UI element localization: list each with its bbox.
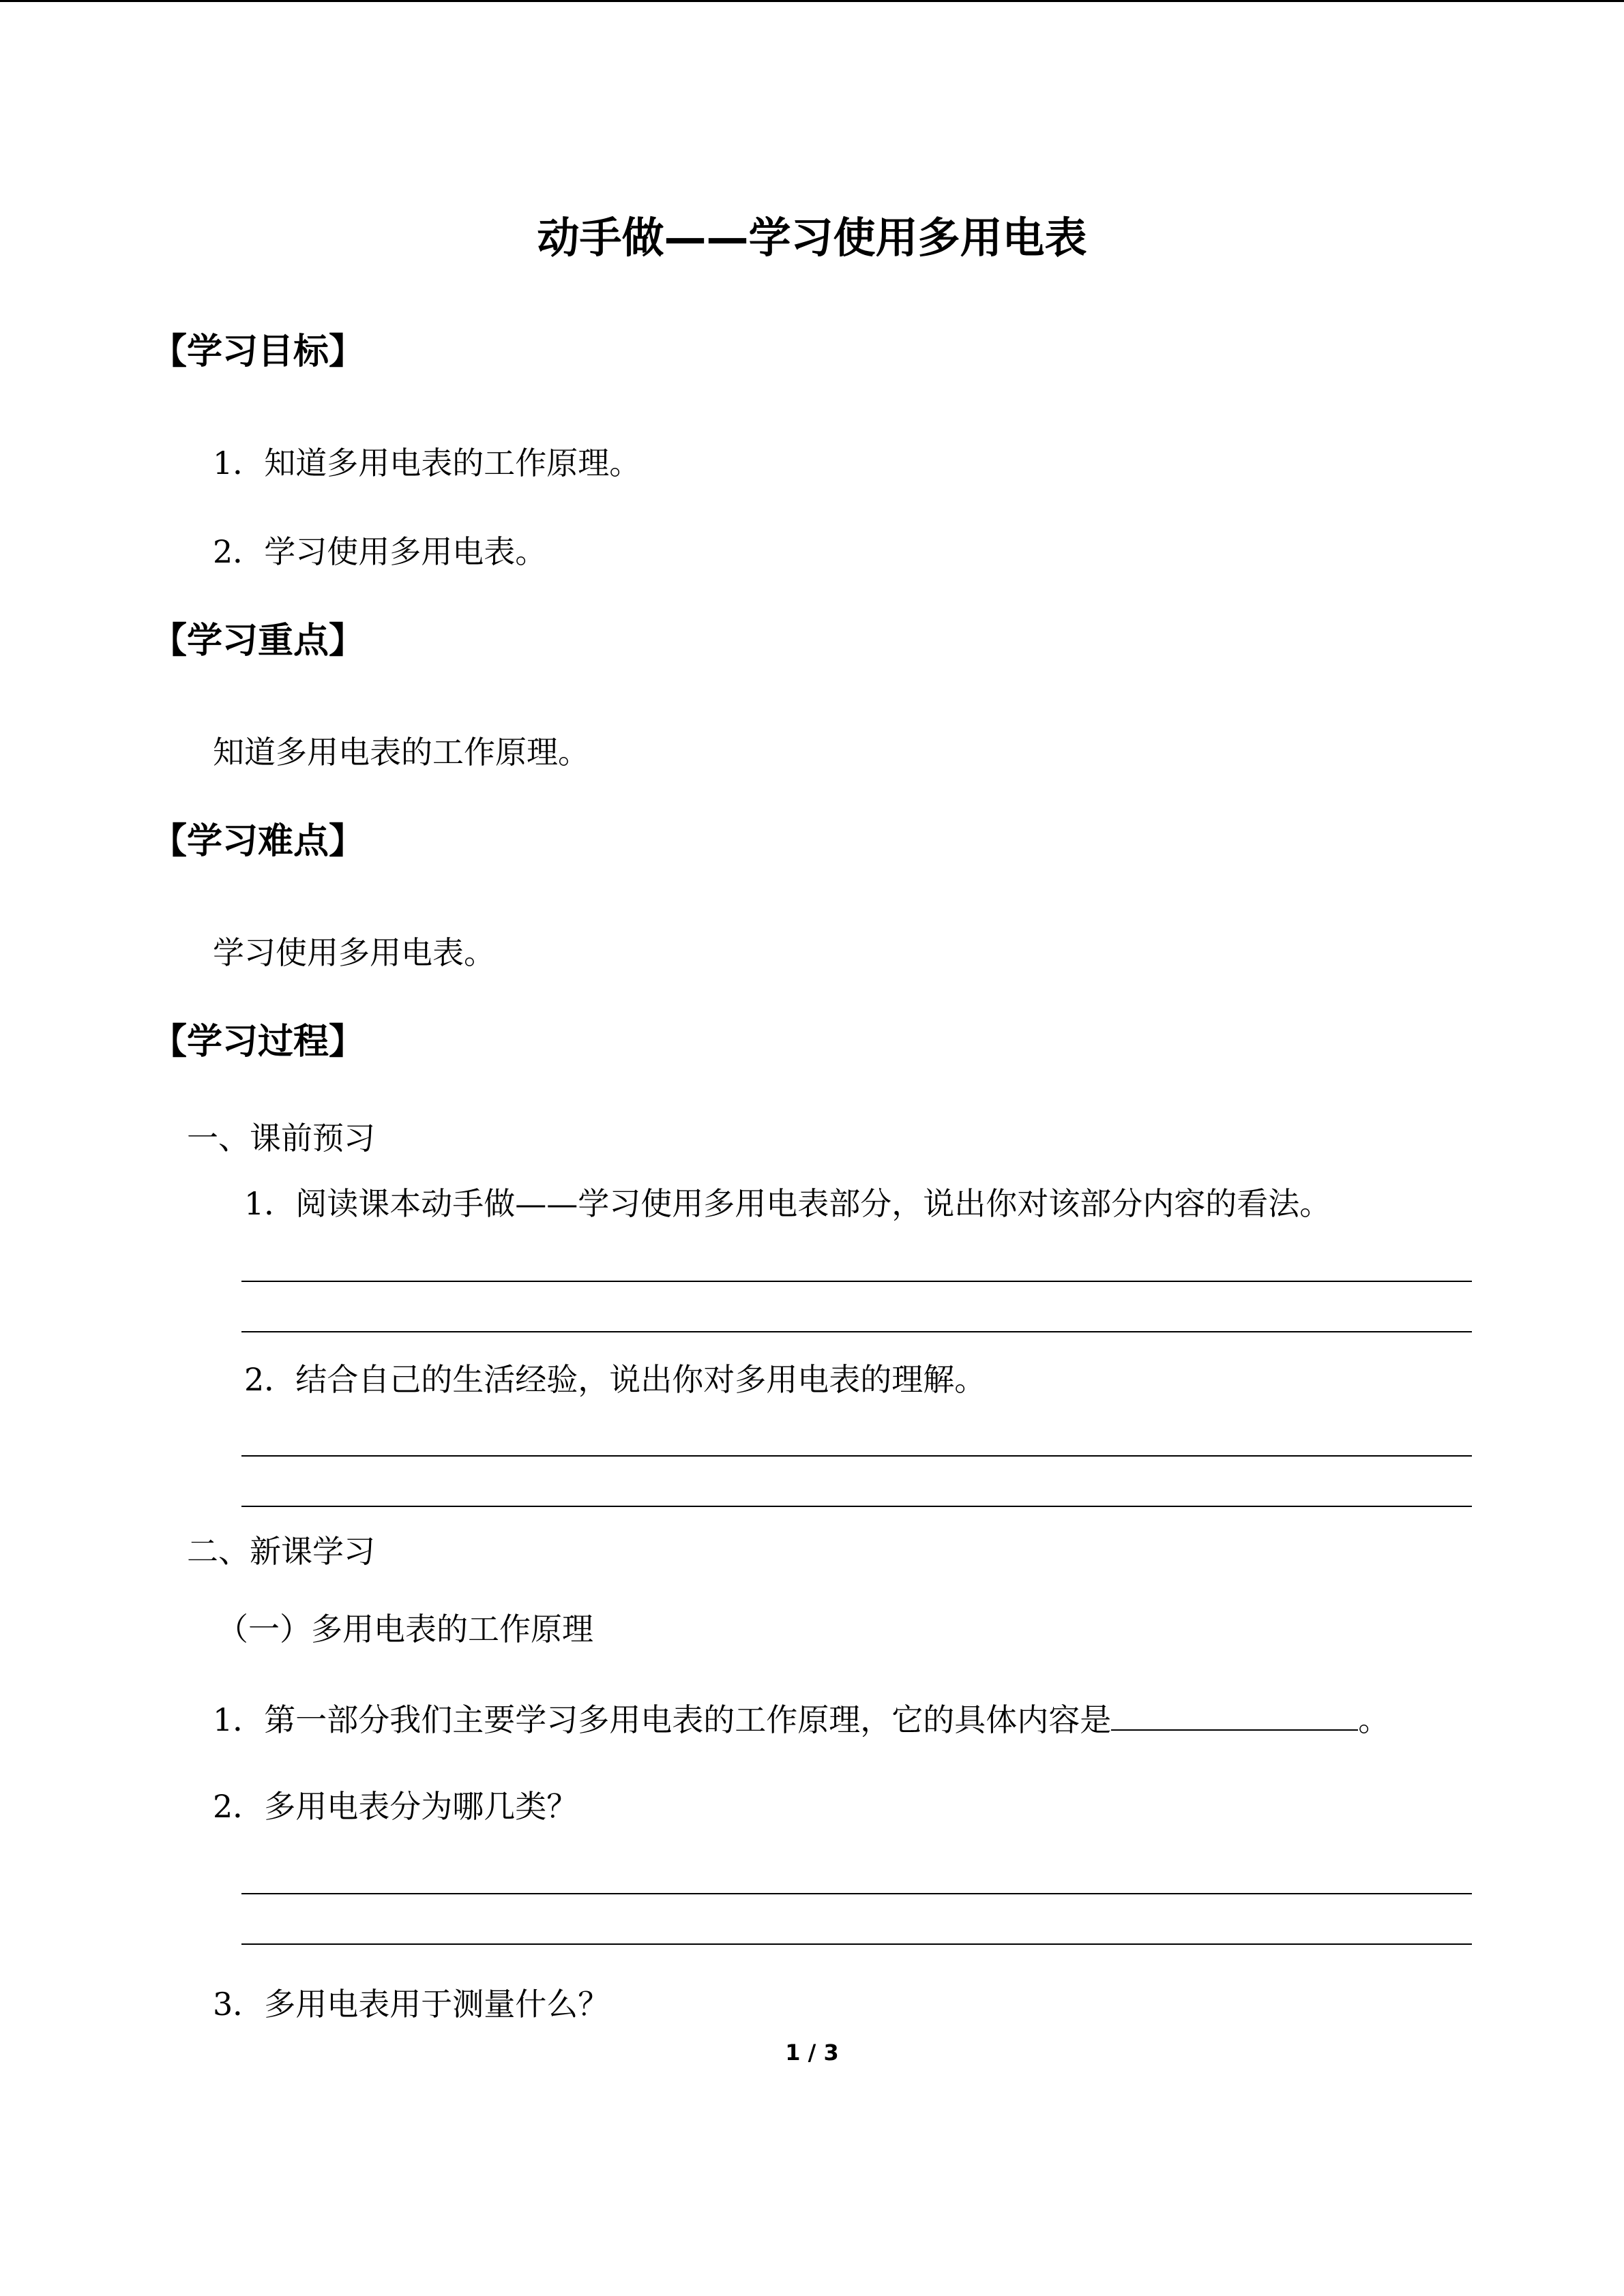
goal-item-1: 1．知道多用电表的工作原理。 <box>213 445 641 481</box>
question-1-text: 1．第一部分我们主要学习多用电表的工作原理，它的具体内容是 <box>213 1701 1112 1738</box>
page-number: 1 / 3 <box>785 2040 839 2066</box>
question-1-end: 。 <box>1358 1701 1390 1738</box>
answer-line[interactable] <box>241 1281 1472 1282</box>
new-lesson-question-2: 2．多用电表分为哪几类？ <box>213 1788 578 1825</box>
new-lesson-question-1 <box>213 1701 1390 1738</box>
document-title: 动手做——学习使用多用电表 <box>537 213 1087 263</box>
difficulty-heading: 【学习难点】 <box>151 821 365 862</box>
answer-line[interactable] <box>241 1893 1472 1894</box>
new-lesson-heading: 二、新课学习 <box>187 1533 375 1570</box>
new-lesson-subheading: （一）多用电表的工作原理 <box>217 1611 593 1648</box>
goal-item-2: 2．学习使用多用电表。 <box>213 533 547 570</box>
page-top-border <box>0 0 1624 2</box>
answer-line[interactable] <box>241 1331 1472 1332</box>
preview-heading: 一、课前预习 <box>187 1120 375 1157</box>
preview-question-1: 1．阅读课本动手做——学习使用多用电表部分，说出你对该部分内容的看法。 <box>244 1185 1331 1222</box>
answer-line[interactable] <box>241 1943 1472 1945</box>
key-points-heading: 【学习重点】 <box>151 621 365 661</box>
preview-question-2: 2．结合自己的生活经验，说出你对多用电表的理解。 <box>244 1361 986 1398</box>
difficulty-text: 学习使用多用电表。 <box>213 934 495 971</box>
answer-line[interactable] <box>241 1506 1472 1507</box>
answer-line[interactable] <box>241 1455 1472 1457</box>
goals-heading: 【学习目标】 <box>151 331 365 372</box>
key-points-text: 知道多用电表的工作原理。 <box>213 734 589 771</box>
process-heading: 【学习过程】 <box>151 1022 365 1062</box>
new-lesson-question-3: 3．多用电表用于测量什么？ <box>213 1986 610 2023</box>
fill-in-blank[interactable] <box>1111 1702 1358 1731</box>
